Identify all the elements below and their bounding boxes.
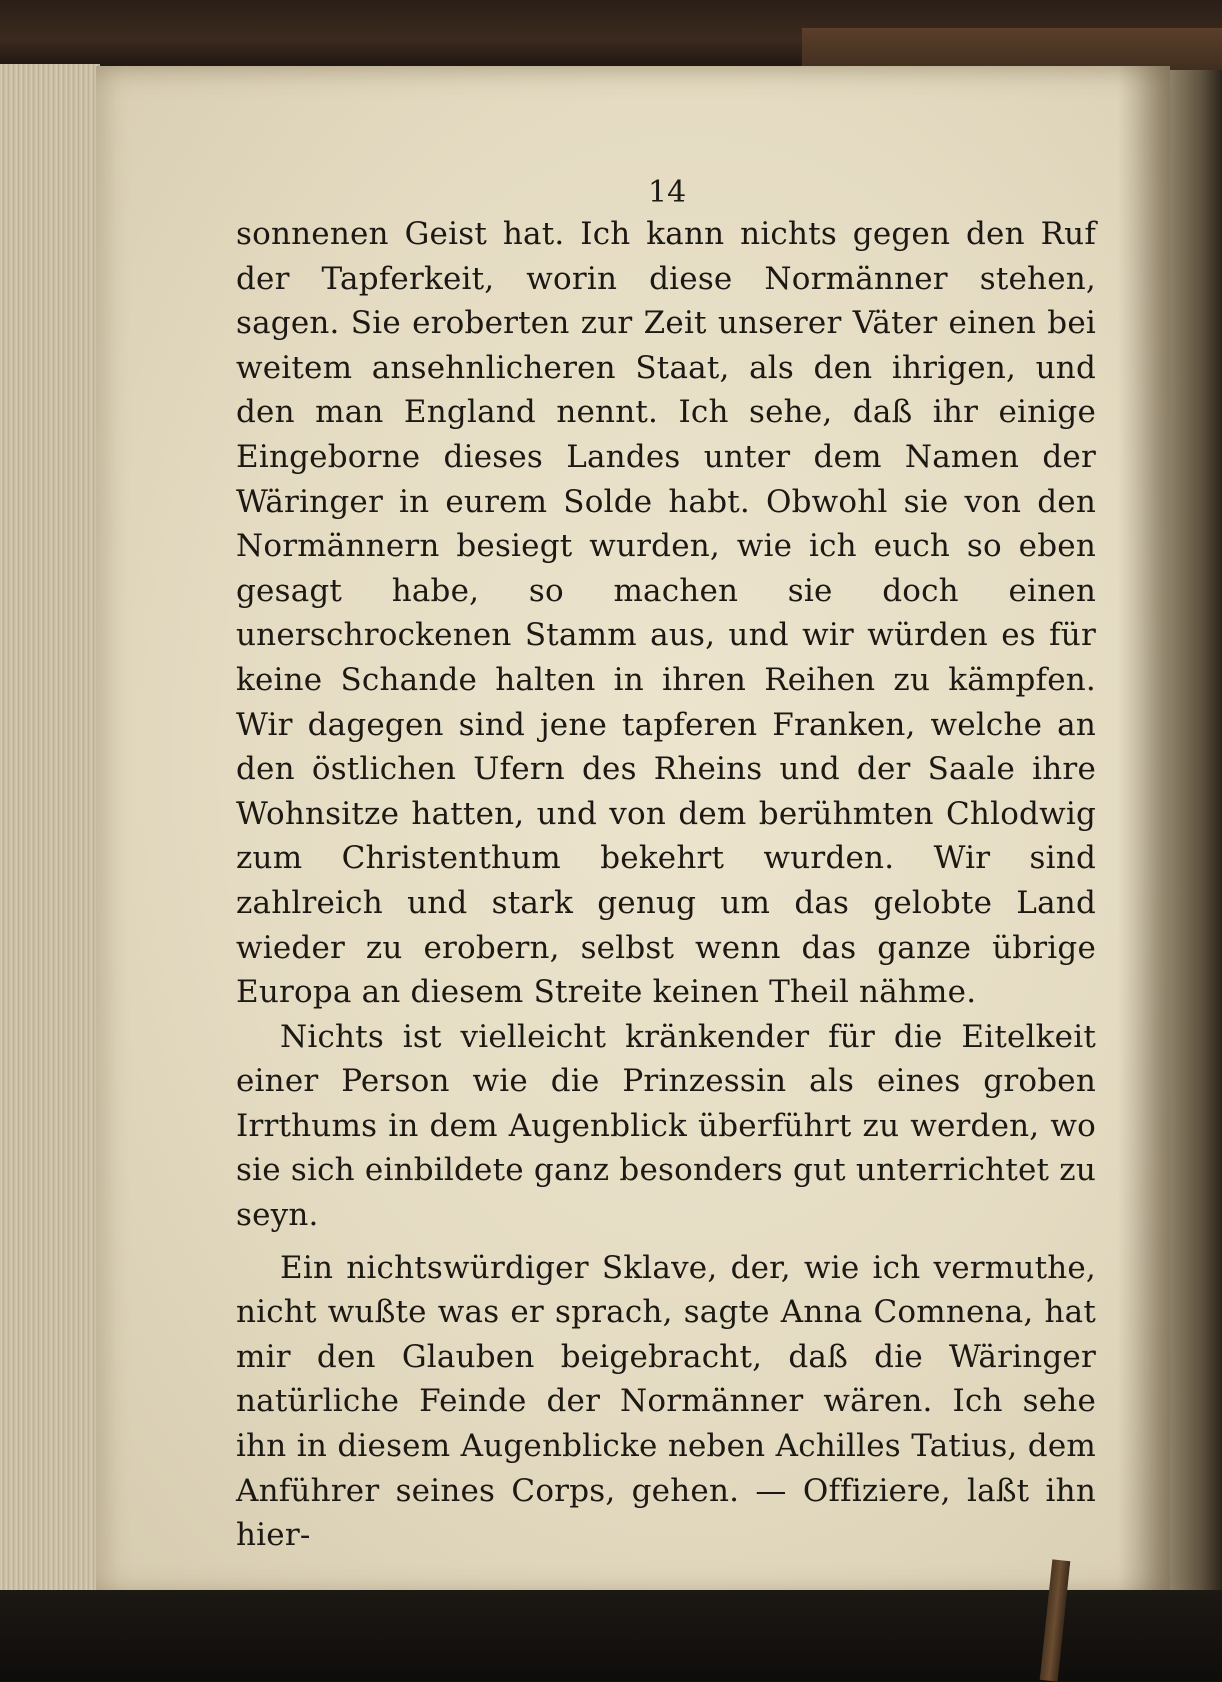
page-stack-edge	[0, 64, 100, 1594]
page-number: 14	[648, 175, 687, 210]
book-cover-bottom	[0, 1590, 1222, 1681]
page-body-text	[236, 212, 1096, 1558]
paragraph: sonnenen Geist hat. Ich kann nichts gegen den Ruf der Tapferkeit, worin diese Normänner stehen, sagen. Sie eroberten zur Zeit unserer Väter einen bei weitem ansehnlicheren Staat, als den ihrigen, und den man England nennt. Ich sehe, daß ihr einige Eingeborne dieses Landes unter dem Namen der Wäringer in eurem Solde habt. Obwohl sie von den Normännern besiegt wurden, wie ich euch so eben gesagt habe, so machen sie doch einen unerschrockenen Stamm aus, und wir würden es für keine Schande halten in ihren Reihen zu kämpfen. Wir dagegen sind jene tapferen Franken, welche an den östlichen Ufern des Rheins und der Saale ihre Wohnsitze hatten, und von dem berühmten Chlodwig zum Christenthum bekehrt wurden. Wir sind zahlreich und stark genug um das gelobte Land wieder zu erobern, selbst wenn das ganze übrige Europa an diesem Streite keinen Theil nähme.	[236, 216, 1096, 1011]
paragraph: Ein nichtswürdiger Sklave, der, wie ich vermuthe, nicht wußte was er sprach, sagte Anna Comnena, hat mir den Glauben beigebracht, daß die Wäringer natürliche Feinde der Normänner wären. Ich sehe ihn in diesem Augenblicke neben Achilles Tatius, dem Anführer seines Corps, gehen. — Offiziere, laßt ihn hier-	[236, 1249, 1096, 1554]
paragraph: Nichts ist vielleicht kränkender für die Eitelkeit einer Person wie die Prinzessin als eines groben Irrthums in dem Augenblick überführt zu werden, wo sie sich einbildete ganz besonders gut unterrichtet zu seyn.	[236, 1018, 1096, 1234]
facing-page-edge	[1170, 70, 1222, 1590]
page-gutter-shadow	[1118, 66, 1170, 1598]
